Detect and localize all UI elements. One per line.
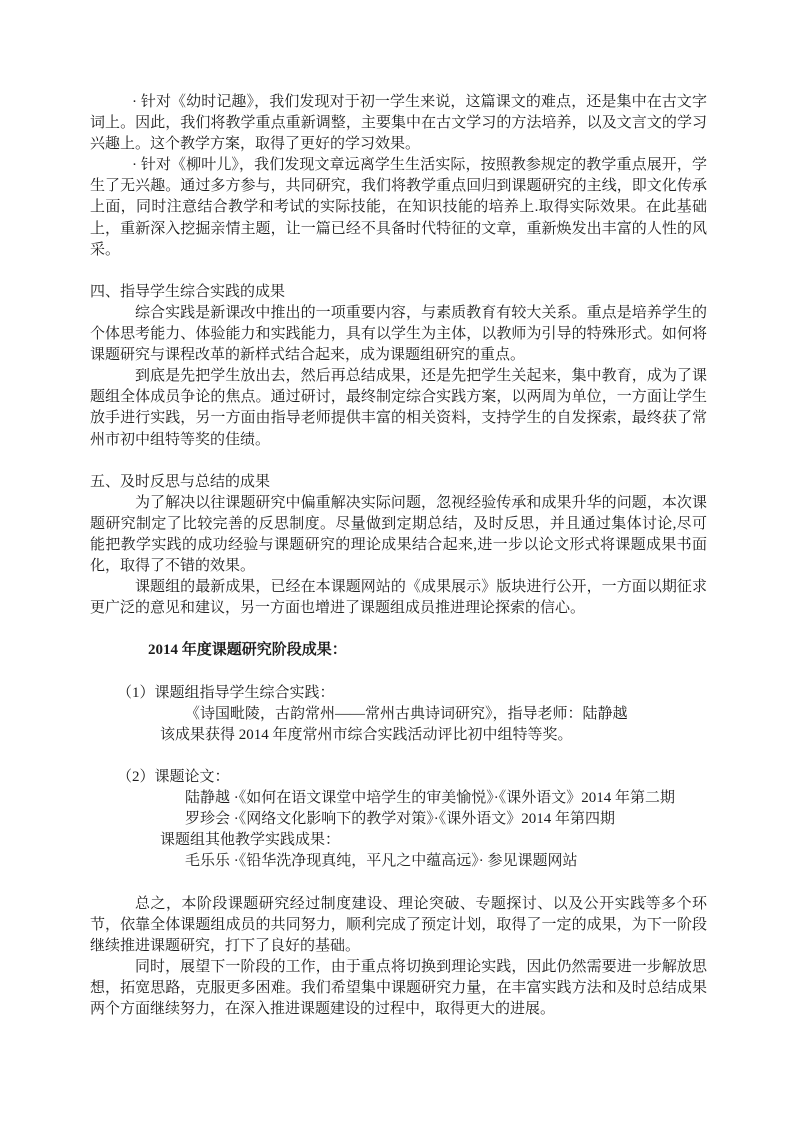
body-paragraph: 同时，展望下一阶段的工作，由于重点将切换到理论实践，因此仍然需要进一步解放思想，拓宽思路，克服更多困难。我们希望集中课题研究力量，在丰富实践方法和及时总结成果两个方面继续努力，在深入推进课题建设的过程中，取得更大的进展。: [90, 958, 707, 1018]
spacer: [90, 662, 707, 683]
body-paragraph: 为了解决以往课题研究中偏重解决实际问题，忽视经验传承和成果升华的问题，本次课题研究制定了比较完善的反思制度。尽量做到定期总结，及时反思，并且通过集体讨论,尽可能把教学实践的成功经验与课题研究的理论成果结合起来,进一步以论文形式将课题成果书面化，取得了不错的效果。: [90, 494, 707, 575]
spacer: [90, 261, 707, 282]
result-item-line: 该成果获得 2014 年度常州市综合实践活动评比初中组特等奖。: [160, 726, 573, 743]
bullet-paragraph: · 针对《幼时记趣》，我们发现对于初一学生来说，这篇课文的难点，还是集中在古文字词上。因此，我们将教学重点重新调整，主要集中在古文学习的方法培养，以及文言文的学习兴趣上。这个教学方案，取得了更好的学习效果。: [90, 94, 707, 153]
spacer: [90, 619, 707, 640]
spacer: [90, 451, 707, 472]
result-item-line: 陆静越 ·《如何在语文课堂中培学生的审美愉悦》·《课外语文》2014 年第二期: [185, 790, 675, 807]
result-item-heading: （1）课题组指导学生综合实践：: [117, 684, 335, 701]
section-heading-5: 五、及时反思与总结的成果: [90, 473, 271, 490]
result-item-line: 毛乐乐 ·《铅华洗净现真纯，平凡之中蕴高远》· 参见课题网站: [185, 853, 578, 870]
body-paragraph: 课题组的最新成果，已经在本课题网站的《成果展示》版块进行公开，一方面以期征求更广泛的意见和建议，另一方面也增进了课题组成员推进理论探索的信心。: [90, 579, 707, 617]
spacer: [90, 872, 707, 893]
result-item-heading: （2）课题论文：: [117, 769, 230, 785]
body-paragraph: 总之，本阶段课题研究经过制度建设、理论突破、专题探讨、以及公开实践等多个环节，依靠全体课题组成员的共同努力，顺利完成了预定计划，取得了一定的成果，为下一阶段继续推进课题研究，打下了良好的基础。: [90, 895, 707, 954]
result-item-line: 罗珍会 ·《网络文化影响下的教学对策》·《课外语文》2014 年第四期: [185, 811, 615, 828]
page-content: [90, 92, 707, 1020]
result-item-line: 课题组其他教学实践成果：: [160, 832, 341, 849]
result-item-line: 《诗国毗陵，古韵常州——常州古典诗词研究》，指导老师：陆静越: [185, 705, 628, 722]
body-paragraph: 到底是先把学生放出去，然后再总结成果，还是先把学生关起来，集中教育，成为了课题组全体成员争论的焦点。通过研讨，最终制定综合实践方案，以两周为单位，一方面让学生放手进行实践，另一方面由指导老师提供丰富的相关资料，支持学生的自发探索，最终获了常州市初中组特等奖的佳绩。: [90, 368, 707, 448]
stage-results-heading: 2014 年度课题研究阶段成果：: [148, 642, 347, 659]
section-heading-4: 四、指导学生综合实践的成果: [90, 283, 286, 300]
bullet-paragraph: · 针对《柳叶儿》，我们发现文章远离学生生活实际，按照教参规定的教学重点展开，学生了无兴趣。通过多方参与，共同研究，我们将教学重点回归到课题研究的主线，即文化传承上面，同时注意结合教学和考试的实际技能，在知识技能的培养上.取得实际效果。在此基础上，重新深入挖掘亲情主题，让一篇已经不具备时代特征的文章，重新焕发出丰富的人性的风采。: [90, 157, 707, 258]
spacer: [90, 746, 707, 767]
body-paragraph: 综合实践是新课改中推出的一项重要内容，与素质教育有较大关系。重点是培养学生的个体思考能力、体验能力和实践能力，具有以学生为主体，以教师为引导的特殊形式。如何将课题研究与课程改革的新样式结合起来，成为课题组研究的重点。: [90, 304, 707, 364]
